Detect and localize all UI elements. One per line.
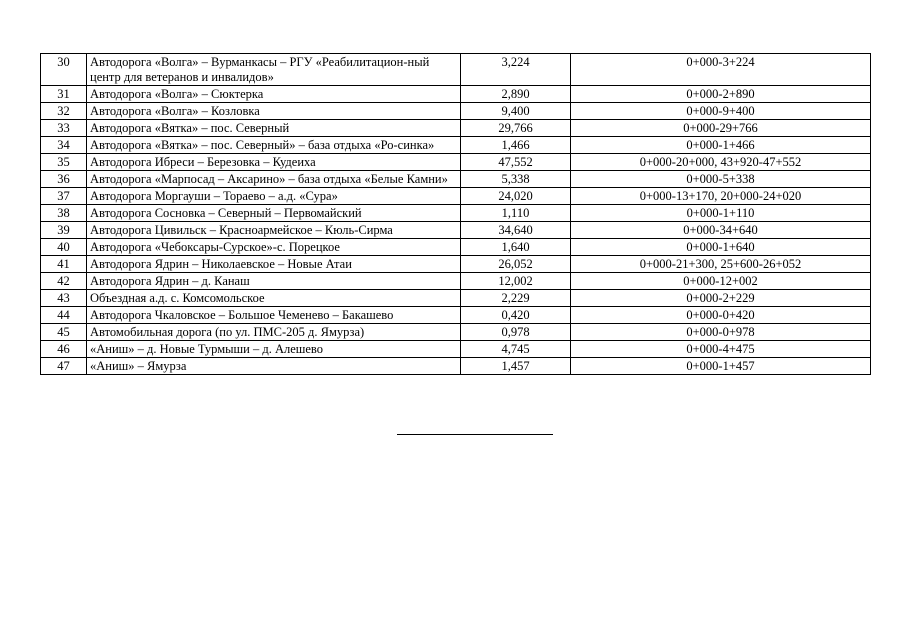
row-number: 44 (41, 307, 87, 324)
road-length: 1,466 (461, 137, 571, 154)
road-length: 3,224 (461, 54, 571, 86)
table-row (41, 188, 871, 205)
road-name: «Аниш» – Ямурза (87, 358, 461, 375)
road-length: 4,745 (461, 341, 571, 358)
road-km-range: 0+000-1+640 (571, 239, 871, 256)
road-length: 1,110 (461, 205, 571, 222)
road-length: 2,890 (461, 86, 571, 103)
table-row (41, 239, 871, 256)
road-name: Объездная а.д. с. Комсомольское (87, 290, 461, 307)
table-row (41, 205, 871, 222)
row-number: 30 (41, 54, 87, 86)
row-number: 40 (41, 239, 87, 256)
roads-table-body (41, 54, 871, 375)
road-km-range: 0+000-0+420 (571, 307, 871, 324)
road-length: 1,457 (461, 358, 571, 375)
road-km-range: 0+000-4+475 (571, 341, 871, 358)
row-number: 38 (41, 205, 87, 222)
row-number: 36 (41, 171, 87, 188)
road-name: Автодорога «Волга» – Вурманкасы – РГУ «Реабилитацион-ный центр для ветеранов и инвалидов» (87, 54, 461, 86)
road-name: Автодорога Сосновка – Северный – Первомайский (87, 205, 461, 222)
table-row (41, 171, 871, 188)
road-name: Автодорога Ядрин – Николаевское – Новые Атаи (87, 256, 461, 273)
road-length: 26,052 (461, 256, 571, 273)
row-number: 37 (41, 188, 87, 205)
road-length: 29,766 (461, 120, 571, 137)
road-name: Автодорога «Волга» – Сюктерка (87, 86, 461, 103)
row-number: 39 (41, 222, 87, 239)
table-row (41, 307, 871, 324)
road-name: Автодорога «Марпосад – Аксарино» – база отдыха «Белые Камни» (87, 171, 461, 188)
road-km-range: 0+000-3+224 (571, 54, 871, 86)
row-number: 31 (41, 86, 87, 103)
road-length: 34,640 (461, 222, 571, 239)
table-row (41, 103, 871, 120)
road-km-range: 0+000-1+466 (571, 137, 871, 154)
row-number: 47 (41, 358, 87, 375)
table-row (41, 273, 871, 290)
table-row (41, 358, 871, 375)
road-km-range: 0+000-2+229 (571, 290, 871, 307)
road-length: 24,020 (461, 188, 571, 205)
row-number: 43 (41, 290, 87, 307)
road-length: 0,978 (461, 324, 571, 341)
end-of-document-rule (397, 434, 553, 435)
road-length: 2,229 (461, 290, 571, 307)
table-row (41, 341, 871, 358)
row-number: 33 (41, 120, 87, 137)
road-km-range: 0+000-1+457 (571, 358, 871, 375)
road-name: Автодорога Цивильск – Красноармейское – Кюль-Сирма (87, 222, 461, 239)
road-name: Автодорога Ядрин – д. Канаш (87, 273, 461, 290)
row-number: 34 (41, 137, 87, 154)
road-length: 9,400 (461, 103, 571, 120)
road-km-range: 0+000-20+000, 43+920-47+552 (571, 154, 871, 171)
road-km-range: 0+000-1+110 (571, 205, 871, 222)
roads-table (40, 53, 871, 375)
table-row (41, 54, 871, 86)
road-km-range: 0+000-0+978 (571, 324, 871, 341)
row-number: 32 (41, 103, 87, 120)
road-km-range: 0+000-2+890 (571, 86, 871, 103)
road-km-range: 0+000-9+400 (571, 103, 871, 120)
road-name: Автодорога «Волга» – Козловка (87, 103, 461, 120)
row-number: 42 (41, 273, 87, 290)
table-row (41, 137, 871, 154)
road-name: Автодорога «Чебоксары-Сурское»-с. Порецкое (87, 239, 461, 256)
row-number: 46 (41, 341, 87, 358)
road-name: «Аниш» – д. Новые Турмыши – д. Алешево (87, 341, 461, 358)
table-row (41, 222, 871, 239)
road-km-range: 0+000-13+170, 20+000-24+020 (571, 188, 871, 205)
table-row (41, 324, 871, 341)
road-length: 0,420 (461, 307, 571, 324)
road-name: Автодорога «Вятка» – пос. Северный (87, 120, 461, 137)
row-number: 35 (41, 154, 87, 171)
road-km-range: 0+000-12+002 (571, 273, 871, 290)
road-length: 12,002 (461, 273, 571, 290)
road-length: 5,338 (461, 171, 571, 188)
table-row (41, 154, 871, 171)
road-km-range: 0+000-29+766 (571, 120, 871, 137)
road-km-range: 0+000-34+640 (571, 222, 871, 239)
row-number: 41 (41, 256, 87, 273)
road-length: 47,552 (461, 154, 571, 171)
road-name: Автодорога Ибреси – Березовка – Кудеиха (87, 154, 461, 171)
road-name: Автомобильная дорога (по ул. ПМС-205 д. Ямурза) (87, 324, 461, 341)
road-name: Автодорога «Вятка» – пос. Северный» – база отдыха «Ро-синка» (87, 137, 461, 154)
road-name: Автодорога Моргауши – Тораево – а.д. «Сура» (87, 188, 461, 205)
road-km-range: 0+000-5+338 (571, 171, 871, 188)
row-number: 45 (41, 324, 87, 341)
road-km-range: 0+000-21+300, 25+600-26+052 (571, 256, 871, 273)
table-row (41, 290, 871, 307)
table-row (41, 256, 871, 273)
road-name: Автодорога Чкаловское – Большое Чеменево – Бакашево (87, 307, 461, 324)
table-row (41, 86, 871, 103)
table-row (41, 120, 871, 137)
road-length: 1,640 (461, 239, 571, 256)
